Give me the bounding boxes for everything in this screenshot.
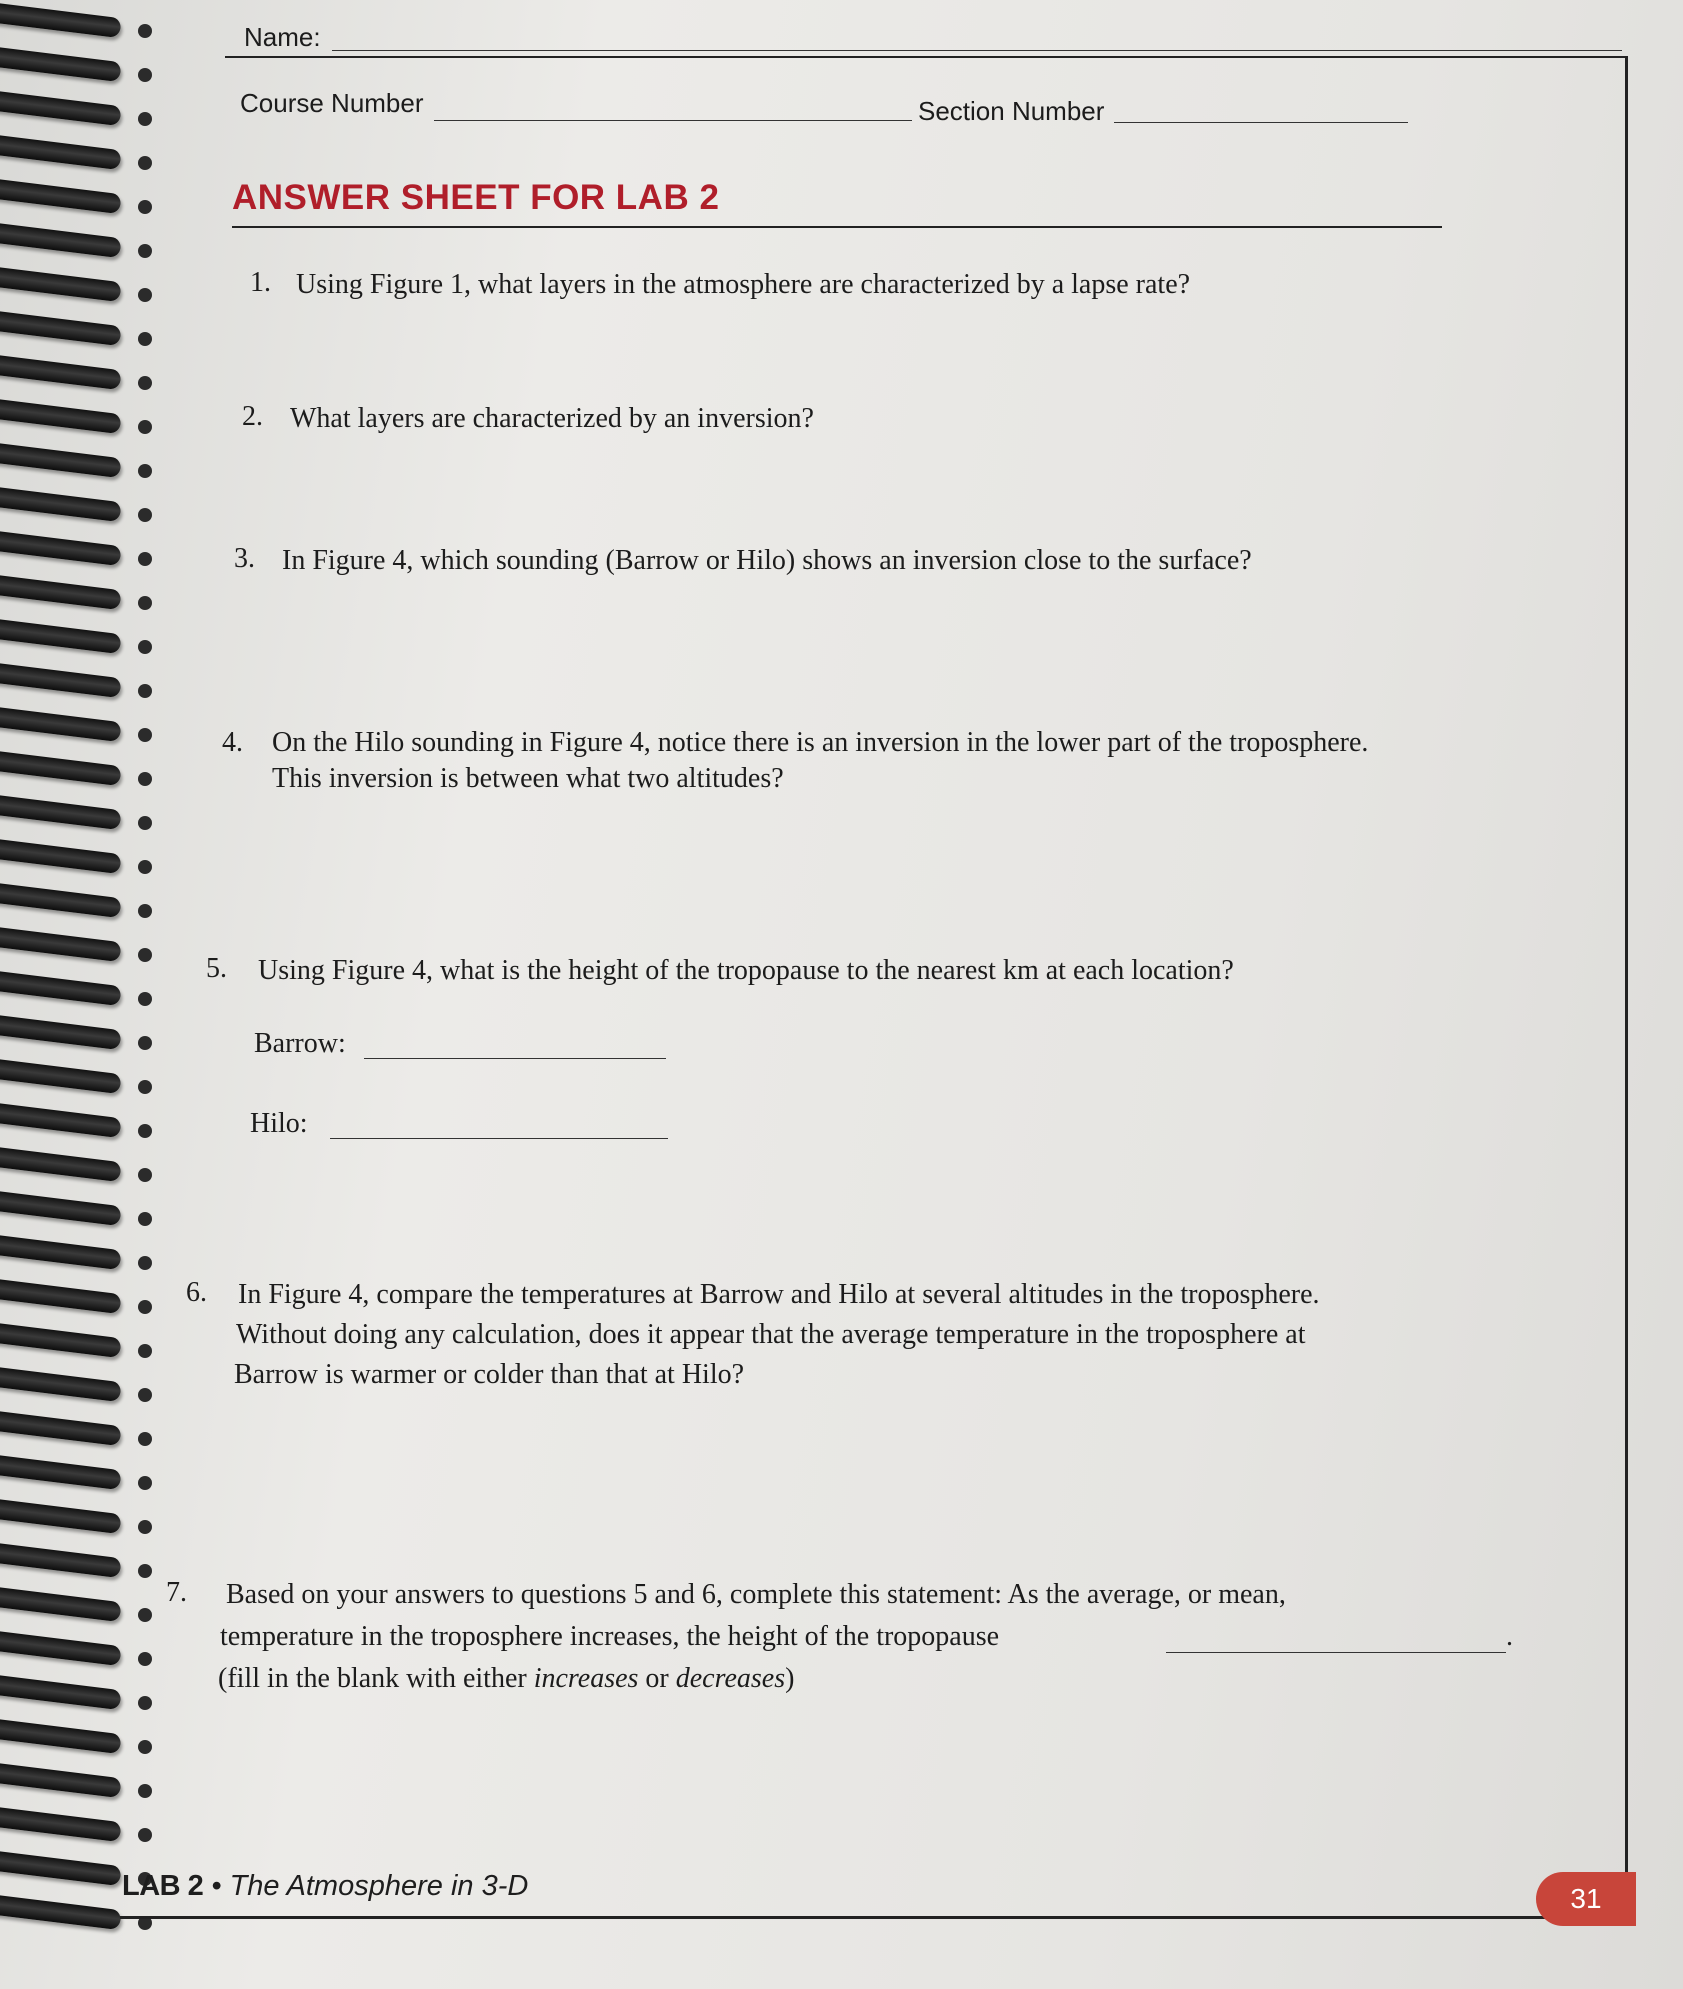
binding-coil [0,750,122,786]
section-number-label: Section Number [918,96,1105,126]
binding-coil [0,1850,122,1886]
binding-hole [138,772,152,786]
binding-hole [138,1520,152,1534]
binding-coil [0,662,122,698]
question-number: 7. [166,1577,187,1608]
binding-hole [138,816,152,830]
footer-rule [120,1916,1628,1919]
binding-coil [0,1102,122,1138]
barrow-answer-blank[interactable] [364,1058,666,1059]
question-number: 1. [250,267,271,298]
binding-coil [0,1278,122,1314]
option-increases: increases [533,1663,639,1694]
binding-coil [0,970,122,1006]
binding-coil [0,574,122,610]
binding-coil [0,1410,122,1446]
footer-separator: • [203,1870,230,1902]
binding-hole [138,1784,152,1798]
question-number: 6. [186,1277,207,1308]
binding-coil [0,1586,122,1622]
binding-coil [0,442,122,478]
question-number: 4. [222,727,243,758]
binding-coil [0,882,122,918]
binding-coil [0,46,122,82]
instruction-close: ) [785,1663,795,1694]
binding-hole [138,376,152,390]
hilo-label: Hilo: [250,1108,308,1139]
spiral-binding [0,0,175,1989]
binding-hole [138,24,152,38]
name-label: Name: [244,22,321,52]
binding-hole [138,1608,152,1622]
binding-coil [0,1454,122,1490]
binding-hole [138,1124,152,1138]
title-rule [232,226,1442,228]
course-number-label: Course Number [240,88,424,118]
page-title: ANSWER SHEET FOR LAB 2 [232,178,720,217]
binding-hole [138,684,152,698]
binding-coil [0,266,122,302]
binding-coil [0,1234,122,1270]
instruction-text: (fill in the blank with either [218,1663,534,1694]
binding-hole [138,112,152,126]
binding-coil [0,706,122,742]
binding-coil [0,1894,122,1930]
question-text-line1: On the Hilo sounding in Figure 4, notice there is an inversion in the lower part of the troposphere. [272,727,1369,758]
binding-hole [138,244,152,258]
binding-coil [0,134,122,170]
question-text-line1: In Figure 4, compare the temperatures at Barrow and Hilo at several altitudes in the troposphere. [238,1279,1320,1310]
binding-hole [138,992,152,1006]
binding-hole [138,1344,152,1358]
question-text: What layers are characterized by an inversion? [290,403,814,434]
binding-coil [0,926,122,962]
barrow-label: Barrow: [254,1028,346,1059]
binding-coil [0,1322,122,1358]
option-decreases: decreases [675,1663,786,1694]
binding-coil [0,1190,122,1226]
question-text-line2: This inversion is between what two altitudes? [272,763,784,794]
binding-hole [138,156,152,170]
hilo-answer-blank[interactable] [330,1138,668,1139]
binding-hole [138,332,152,346]
question-text-line3 [218,1660,794,1697]
question-text: In Figure 4, which sounding (Barrow or Hilo) shows an inversion close to the surface? [282,545,1252,576]
binding-hole [138,1256,152,1270]
question-number: 5. [206,953,227,984]
binding-coil [0,354,122,390]
binding-coil [0,1542,122,1578]
footer-label [122,1870,528,1903]
binding-coil [0,310,122,346]
binding-hole [138,640,152,654]
question-text-line3: Barrow is warmer or colder than that at Hilo? [234,1359,745,1390]
binding-hole [138,860,152,874]
binding-coil [0,178,122,214]
binding-hole [138,1740,152,1754]
question-text-line2: Without doing any calculation, does it appear that the average temperature in the troposphere at [236,1319,1306,1350]
binding-coil [0,1674,122,1710]
binding-hole [138,1828,152,1842]
binding-hole [138,728,152,742]
section-number-blank[interactable] [1114,122,1408,123]
binding-hole [138,68,152,82]
binding-coil [0,794,122,830]
question-number: 3. [234,543,255,574]
binding-coil [0,1058,122,1094]
binding-hole [138,552,152,566]
binding-hole [138,1080,152,1094]
binding-coil [0,398,122,434]
question-text: Using Figure 1, what layers in the atmosphere are characterized by a lapse rate? [296,269,1191,300]
binding-hole [138,464,152,478]
question-text: Using Figure 4, what is the height of the tropopause to the nearest km at each location? [258,955,1234,986]
binding-coil [0,838,122,874]
question-number: 2. [242,401,263,432]
name-blank[interactable] [332,50,1622,51]
tropopause-answer-blank[interactable] [1166,1652,1506,1653]
binding-hole [138,596,152,610]
binding-hole [138,1652,152,1666]
binding-coil [0,530,122,566]
binding-hole [138,1696,152,1710]
question-text-line1: Based on your answers to questions 5 and 6, complete this statement: As the average, or mean, [226,1579,1286,1610]
binding-coil [0,486,122,522]
binding-hole [138,1036,152,1050]
binding-coil [0,1146,122,1182]
binding-coil [0,2,122,38]
binding-coil [0,1630,122,1666]
binding-coil [0,1366,122,1402]
binding-coil [0,1806,122,1842]
binding-hole [138,508,152,522]
binding-coil [0,1718,122,1754]
binding-coil [0,1014,122,1050]
footer-lab: LAB 2 [122,1870,204,1902]
binding-hole [138,1300,152,1314]
binding-hole [138,420,152,434]
binding-hole [138,1212,152,1226]
binding-hole [138,1388,152,1402]
binding-hole [138,288,152,302]
binding-hole [138,1168,152,1182]
binding-coil [0,90,122,126]
page-number-badge: 31 [1536,1872,1636,1926]
binding-hole [138,948,152,962]
question-text-line2: temperature in the troposphere increases, the height of the tropopause [220,1621,1000,1652]
binding-hole [138,1476,152,1490]
period: . [1506,1621,1513,1652]
binding-hole [138,200,152,214]
binding-coil [0,618,122,654]
binding-hole [138,1432,152,1446]
binding-coil [0,1498,122,1534]
footer-subtitle: The Atmosphere in 3-D [229,1870,529,1902]
instruction-or: or [638,1663,676,1694]
binding-coil [0,1762,122,1798]
binding-hole [138,1564,152,1578]
binding-hole [138,904,152,918]
course-number-blank[interactable] [434,120,912,121]
binding-coil [0,222,122,258]
